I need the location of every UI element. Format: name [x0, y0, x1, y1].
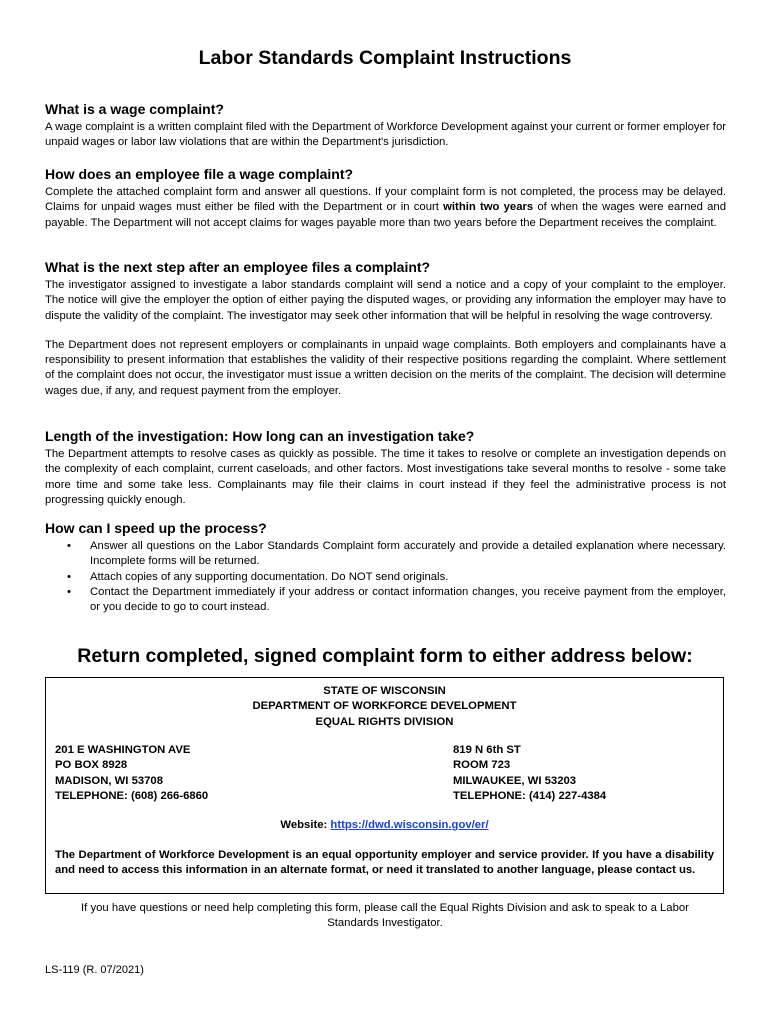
section-heading: Length of the investigation: How long can an investigation take? [45, 428, 475, 444]
section-heading: How can I speed up the process? [45, 520, 267, 536]
bullet-icon: • [67, 540, 71, 552]
agency-line: EQUAL RIGHTS DIVISION [315, 715, 454, 728]
paragraph-text: of when the wages were earned and payable. The Department will not accept claims for wages payable more than two years before the Department receives the complaint. [45, 201, 726, 229]
section-next-step [45, 259, 726, 399]
section-heading: What is the next step after an employee files a complaint? [45, 259, 431, 275]
bullet-icon: • [67, 570, 71, 583]
section-how-to-file [45, 166, 726, 231]
bullet-icon: • [67, 585, 71, 598]
section-what-is-wage-complaint [45, 101, 726, 151]
list-item [45, 570, 726, 585]
section-investigation-length [45, 428, 726, 508]
eeo-notice: The Department of Workforce Development is an equal opportunity employer and service provider. If you have a disability and need to access this information in an alternate format, or need it translated to another language, please contact us. [55, 849, 714, 877]
telephone-line: TELEPHONE: (414) 227-4384 [453, 789, 607, 802]
section-paragraph: The investigator assigned to investigate a labor standards complaint will send a notice and a copy of your complaint to the employer. The notice will give the employer the option of either paying the disputed wages, or providing any information the employer may have to dispute the validity of the complaint. The investigator may seek other information that will be helpful in resolving the wage controversy. [45, 279, 726, 322]
questions-note: If you have questions or need help completing this form, please call the Equal Rights Division and ask to speak to a Labor Standards Investigator. [81, 902, 689, 930]
list-item-text: Attach copies of any supporting documentation. Do NOT send originals. [90, 570, 449, 583]
address-line: MILWAUKEE, WI 53203 [453, 774, 577, 787]
section-paragraph [45, 185, 726, 231]
form-code: LS-119 (R. 07/2021) [45, 964, 144, 976]
section-heading: What is a wage complaint? [45, 101, 224, 117]
website-link[interactable]: https://dwd.wisconsin.gov/er/ [330, 819, 489, 831]
section-paragraph: The Department does not represent employers or complainants in unpaid wage complaints. Both employers and complainants have a responsibility to present information that establishes the validity of their respective positions regarding the complaint. Where settlement of the complaint does not occur, the investigator must issue a written decision on the merits of the complaint. The decision will determine wages due, if any, and request payment from the employer. [45, 338, 726, 397]
address-line: 819 N 6th ST [453, 744, 521, 756]
agency-line: DEPARTMENT OF WORKFORCE DEVELOPMENT [252, 700, 517, 713]
paragraph-text: Complete the attached complaint form and answer all questions. If your complaint form is not completed, the process may be delayed. Claims for unpaid wages must either be filed with the Department or in court [45, 186, 726, 214]
address-line: 201 E WASHINGTON AVE [55, 744, 191, 756]
list-item [45, 539, 726, 570]
madison-address [55, 743, 208, 804]
deadline-emphasis: within two years [443, 201, 534, 214]
section-speed-up [45, 520, 726, 615]
list-item-text: Answer all questions on the Labor Standards Complaint form accurately and provide a detailed explanation where necessary. Incomplete forms will be returned. [90, 540, 726, 568]
list-item [45, 585, 726, 616]
milwaukee-address [453, 743, 606, 804]
section-paragraph: The Department attempts to resolve cases as quickly as possible. The time it takes to resolve or complete an investigation depends on the complexity of each complaint, current caseloads, and other factors. Most investigations take several months to resolve - some take more time and some take less. Complainants may file their claims in court instead if they feel the administrative process is not progressing quickly enough. [45, 448, 726, 506]
return-heading: Return completed, signed complaint form to either address below: [77, 645, 693, 667]
page-title: Labor Standards Complaint Instructions [198, 47, 572, 69]
telephone-line: TELEPHONE: (608) 266-6860 [55, 789, 209, 802]
tips-list [45, 539, 726, 615]
website-label: Website: [280, 819, 328, 831]
section-heading: How does an employee file a wage complaint? [45, 166, 354, 182]
website-line [46, 819, 723, 831]
section-paragraph: A wage complaint is a written complaint filed with the Department of Workforce Development against your current or former employer for unpaid wages or labor law violations that are within the Department's jurisdiction. [45, 121, 726, 149]
address-line: MADISON, WI 53708 [55, 774, 163, 787]
list-item-text: Contact the Department immediately if your address or contact information changes, you receive payment from the employer, or you decide to go to court instead. [90, 585, 726, 614]
address-line: PO BOX 8928 [55, 759, 128, 772]
agency-line: STATE OF WISCONSIN [323, 685, 446, 697]
agency-header [46, 684, 723, 730]
address-line: ROOM 723 [453, 759, 511, 772]
address-box [45, 677, 724, 894]
